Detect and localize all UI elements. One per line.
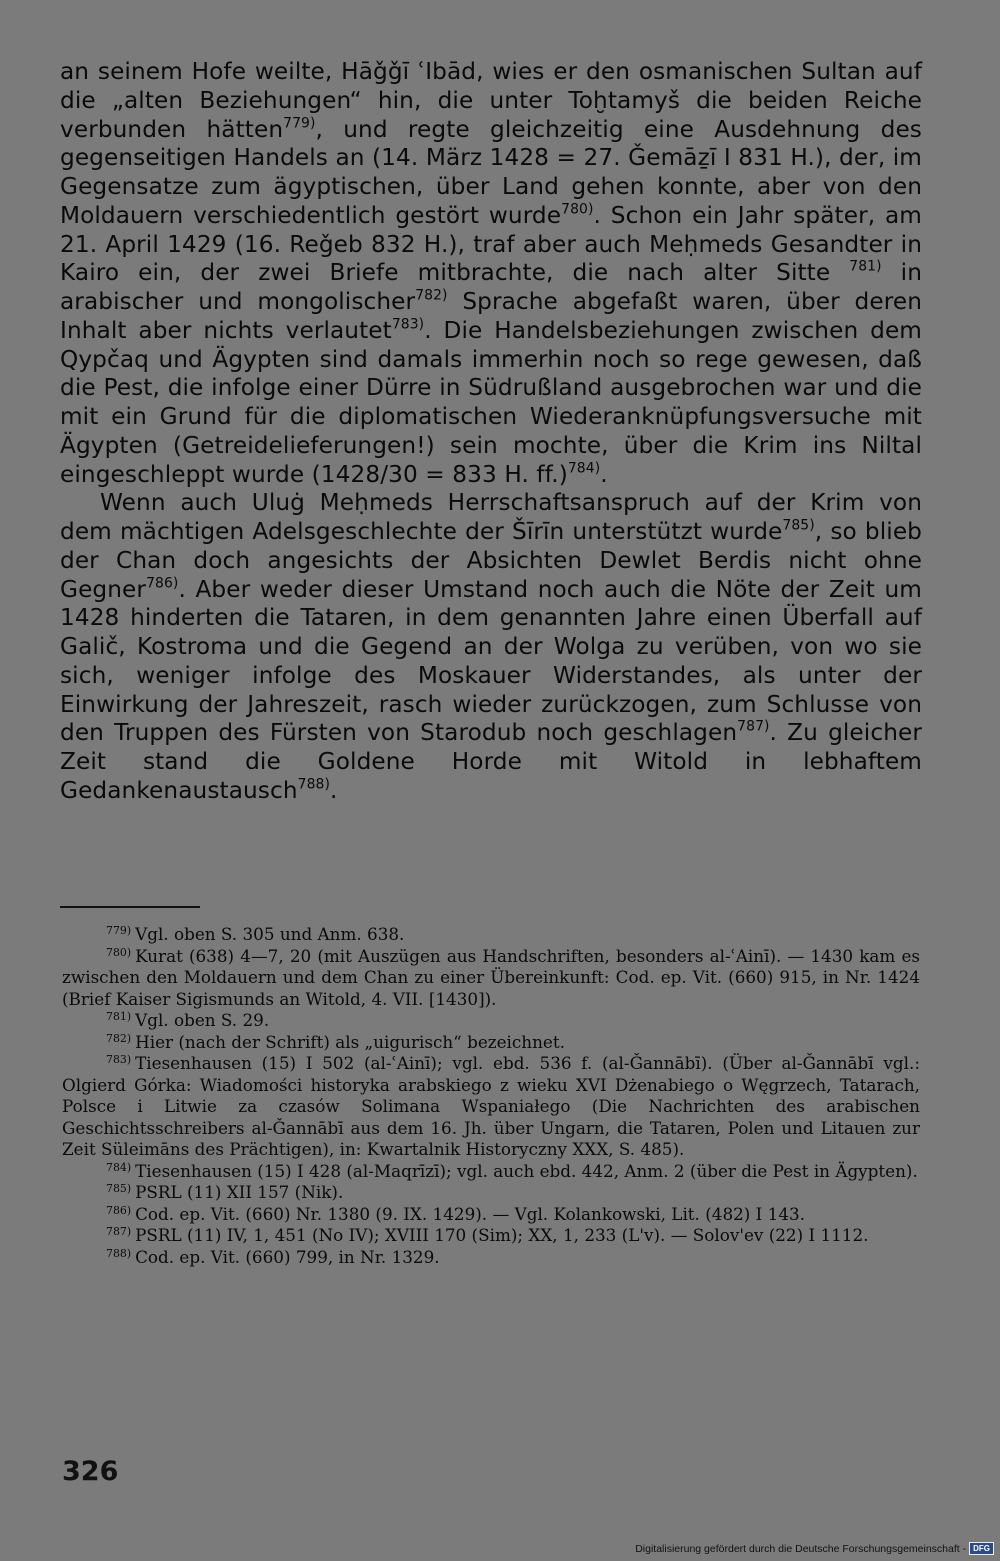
footnote-number: 782) [106, 1031, 132, 1045]
footnote-text: Kurat (638) 4—7, 20 (mit Auszügen aus Handschriften, besonders al-ʿAinī). — 1430 kam es zwischen den Moldauern und dem Chan zu einer Übereinkunft: Cod. ep. Vit. (660) 915, in Nr. 1424 (Brief Kaiser Sigismunds an Witold, 4. VII. [1430]). [62, 945, 920, 1009]
footnote-reference: 788) [297, 776, 331, 793]
text-run: . [600, 460, 608, 488]
footnote-number: 779) [106, 924, 132, 937]
footnote-reference: 784) [567, 459, 601, 476]
text-run: Wenn auch Uluġ Meḥmeds Herrschaftsanspruch auf der Krim von dem mächtigen Adelsgeschlechte der Šīrīn unterstützt wurde [60, 489, 922, 545]
text-run: . Die Handelsbeziehungen zwischen dem Qypčaq und Ägypten sind damals immerhin noch so rege gewesen, daß die Pest, die infolge einer Dürre in Südrußland ausgebrochen war und die mit ein Grund für die diplomatischen Wiederanknüpfungsversuche mit Ägypten (Getreidelieferungen!) sein mochte, über die Krim ins Niltal eingeschleppt wurde (1428/30 = 833 H. ff.) [60, 316, 922, 488]
text-run: in arabischer und mongolischer [60, 259, 922, 315]
footnote-text: PSRL (11) IV, 1, 451 (No IV); XVIII 170 (Sim); XX, 1, 233 (L'v). — Solov'ev (22) I 1112. [135, 1225, 869, 1245]
credit-text: Digitalisierung gefördert durch die Deutsche Forschungsgemeinschaft - [635, 1542, 967, 1555]
footnote [62, 1010, 920, 1032]
footnote [62, 1161, 920, 1183]
text-run: an seinem Hofe weilte, Hāǧǧī ʿIbād, wies er den osmanischen Sultan auf die „alten Beziehungen“ hin, die unter Toḫtamyš die beiden Reiche verbunden hätten [60, 58, 922, 143]
page-number: 326 [62, 1456, 119, 1487]
dfg-logo: DFG [969, 1542, 994, 1555]
text-run: , und regte gleichzeitig eine Ausdehnung des gegenseitigen Handels an (14. März 1428 = 27. Ǧemāẕī I 831 H.), der, im Gegensatze zum ägyptischen, über Land gehen konnte, aber von den Moldauern verschiedentlich gestört wurde [60, 115, 922, 229]
text-run: Sprache abgefaßt waren, über deren Inhalt aber nichts verlautet [60, 288, 923, 344]
footnote [62, 1225, 920, 1247]
footnote-number: 787) [106, 1225, 132, 1238]
footnote [62, 1204, 920, 1226]
footnote-number: 780) [106, 945, 132, 959]
footnote-text: Vgl. oben S. 29. [135, 1010, 270, 1030]
text-run: , so blieb der Chan doch angesichts der Absichten Dewlet Berdis nicht ohne Gegner [60, 518, 922, 603]
text-run: . Schon ein Jahr später, am 21. April 1429 (16. Reǧeb 832 H.), traf aber auch Meḥmeds Gesandter in Kairo ein, der zwei Briefe mitbrachte, die nach alter Sitte [60, 201, 922, 287]
footnote-reference: 785) [782, 517, 815, 534]
footnote-reference: 786) [146, 574, 179, 591]
footnote-number: 783) [106, 1053, 132, 1066]
footnote-number: 786) [106, 1203, 132, 1217]
footnote [62, 924, 920, 946]
footnote [62, 1182, 920, 1204]
footnote [62, 946, 920, 1011]
footnote-number: 785) [106, 1182, 132, 1195]
text-run: . Aber weder dieser Umstand noch auch die Nöte der Zeit um 1428 hinderten die Tataren, in dem genannten Jahre einen Überfall auf Galič, Kostroma und die Gegend an der Wolga zu verüben, von wo sie sich, weniger infolge des Moskauer Widerstandes, als unter der Einwirkung der Jahreszeit, rasch wieder zurückzogen, zum Schlusse von den Truppen des Fürsten von Starodub noch geschlagen [60, 575, 922, 747]
footnote-text: Tiesenhausen (15) I 428 (al-Maqrīzī); vgl. auch ebd. 442, Anm. 2 (über die Pest in Ägypten). [135, 1160, 918, 1181]
footnote [62, 1053, 920, 1161]
footnote-reference: 781) [849, 258, 882, 275]
text-run: . Zu gleicher Zeit stand die Goldene Horde mit Witold in lebhaftem Gedankenaustausch [60, 719, 922, 804]
main-text [60, 58, 922, 806]
footnote-reference: 783) [391, 316, 425, 333]
footnote-text: Vgl. oben S. 305 und Anm. 638. [135, 924, 405, 944]
footnote [62, 1247, 920, 1269]
footnote-text: Hier (nach der Schrift) als „uigurisch“ bezeichnet. [135, 1031, 565, 1052]
footnote-text: PSRL (11) XII 157 (Nik). [135, 1182, 344, 1202]
footnote-number: 788) [106, 1246, 132, 1260]
text-run: . [330, 776, 338, 804]
footnote-number: 781) [106, 1010, 132, 1023]
footnote-text: Tiesenhausen (15) I 502 (al-ʿAinī); vgl. ebd. 536 f. (al-Ǧannābī). (Über al-Ǧannābī vgl.: Olgierd Górka: Wiadomości historyka arabskiego z wieku XVI Dżenabiego o Węgrzech, Tatarach, Polsce i Litwie za czasów Solimana Wspaniałego (Die Nachrichten des arabischen Geschichtsschreibers al-Ǧannābī aus dem 16. Jh. über Ungarn, die Tataren, Polen und Litauen zur Zeit Süleimāns des Prächtigen), in: Kwartalnik Historyczny XXX, S. 485). [62, 1053, 920, 1159]
footnotes [62, 924, 920, 1268]
footnote-reference: 787) [737, 718, 770, 735]
footnote-reference: 779) [283, 114, 316, 131]
footnote-text: Cod. ep. Vit. (660) Nr. 1380 (9. IX. 1429). — Vgl. Kolankowski, Lit. (482) I 143. [135, 1203, 806, 1224]
footnote [62, 1032, 920, 1054]
footnote-number: 784) [106, 1160, 132, 1174]
footnote-reference: 782) [415, 287, 448, 304]
paragraph [60, 58, 922, 489]
digitization-credit [635, 1542, 994, 1555]
footnote-separator [60, 906, 200, 908]
paragraph [60, 489, 922, 805]
footnote-text: Cod. ep. Vit. (660) 799, in Nr. 1329. [135, 1246, 440, 1267]
footnote-reference: 780) [561, 201, 594, 218]
